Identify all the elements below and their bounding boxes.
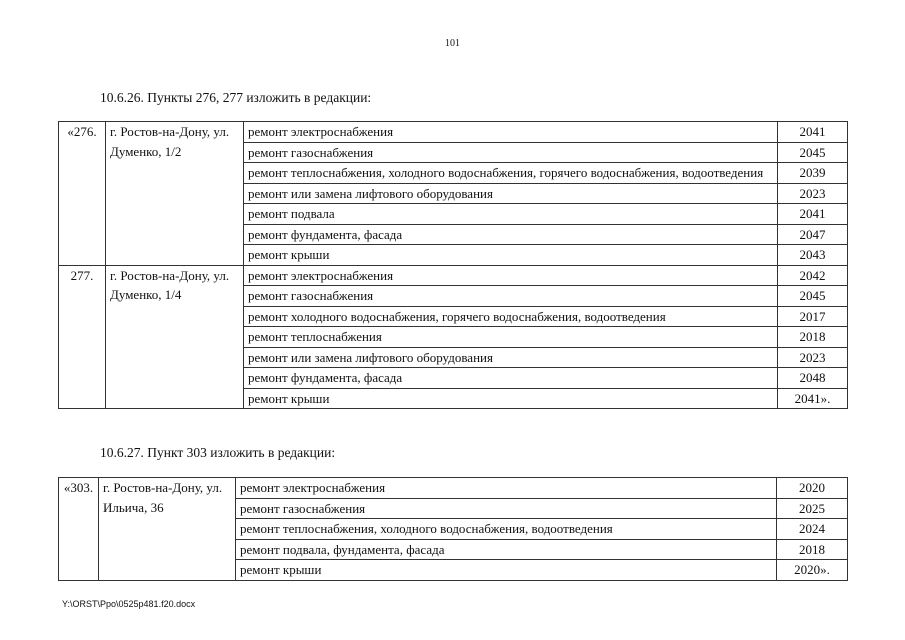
- item-number: «276.: [59, 122, 106, 266]
- paragraph-10-6-26: 10.6.26. Пункты 276, 277 изложить в редакции:: [100, 90, 372, 105]
- work-description: ремонт теплоснабжения, холодного водоснабжения, водоотведения: [236, 519, 777, 540]
- work-description: ремонт теплоснабжения, холодного водоснабжения, горячего водоснабжения, водоотведения: [244, 163, 778, 184]
- work-year: 2017: [778, 306, 848, 327]
- item-address: г. Ростов-на-Дону, ул. Думенко, 1/2: [106, 122, 244, 266]
- work-year: 2023: [778, 347, 848, 368]
- item-number: 277.: [59, 265, 106, 409]
- work-description: ремонт крыши: [236, 560, 777, 581]
- table-row: [59, 122, 848, 143]
- work-description: ремонт электроснабжения: [244, 122, 778, 143]
- repair-schedule-table-1: [58, 121, 848, 409]
- work-description: ремонт подвала, фундамента, фасада: [236, 539, 777, 560]
- work-year: 2048: [778, 368, 848, 389]
- work-year: 2043: [778, 245, 848, 266]
- work-description: ремонт фундамента, фасада: [244, 224, 778, 245]
- work-description: ремонт или замена лифтового оборудования: [244, 183, 778, 204]
- work-year: 2041: [778, 122, 848, 143]
- work-description: ремонт холодного водоснабжения, горячего водоснабжения, водоотведения: [244, 306, 778, 327]
- table1-body: [59, 122, 848, 409]
- page-number: 101: [445, 38, 460, 49]
- work-description: ремонт крыши: [244, 245, 778, 266]
- work-year: 2018: [778, 327, 848, 348]
- table2-body: [59, 478, 848, 581]
- work-year: 2041».: [778, 388, 848, 409]
- work-description: ремонт фундамента, фасада: [244, 368, 778, 389]
- item-address: г. Ростов-на-Дону, ул. Ильича, 36: [99, 478, 236, 581]
- item-address: г. Ростов-на-Дону, ул. Думенко, 1/4: [106, 265, 244, 409]
- work-description: ремонт электроснабжения: [236, 478, 777, 499]
- file-path-footer: Y:\ORST\Ppo\0525p481.f20.docx: [62, 599, 196, 609]
- table-row: [59, 265, 848, 286]
- work-year: 2025: [777, 498, 848, 519]
- work-year: 2018: [777, 539, 848, 560]
- work-year: 2045: [778, 286, 848, 307]
- work-description: ремонт газоснабжения: [236, 498, 777, 519]
- work-year: 2020».: [777, 560, 848, 581]
- item-number: «303.: [59, 478, 99, 581]
- work-description: ремонт подвала: [244, 204, 778, 225]
- work-description: ремонт теплоснабжения: [244, 327, 778, 348]
- work-year: 2047: [778, 224, 848, 245]
- work-year: 2039: [778, 163, 848, 184]
- work-year: 2023: [778, 183, 848, 204]
- work-year: 2020: [777, 478, 848, 499]
- paragraph-10-6-27: 10.6.27. Пункт 303 изложить в редакции:: [100, 445, 336, 460]
- work-year: 2045: [778, 142, 848, 163]
- repair-schedule-table-2: [58, 477, 848, 581]
- work-year: 2042: [778, 265, 848, 286]
- work-description: ремонт крыши: [244, 388, 778, 409]
- work-description: ремонт электроснабжения: [244, 265, 778, 286]
- work-year: 2024: [777, 519, 848, 540]
- work-description: ремонт газоснабжения: [244, 142, 778, 163]
- work-year: 2041: [778, 204, 848, 225]
- table-row: [59, 478, 848, 499]
- work-description: ремонт газоснабжения: [244, 286, 778, 307]
- work-description: ремонт или замена лифтового оборудования: [244, 347, 778, 368]
